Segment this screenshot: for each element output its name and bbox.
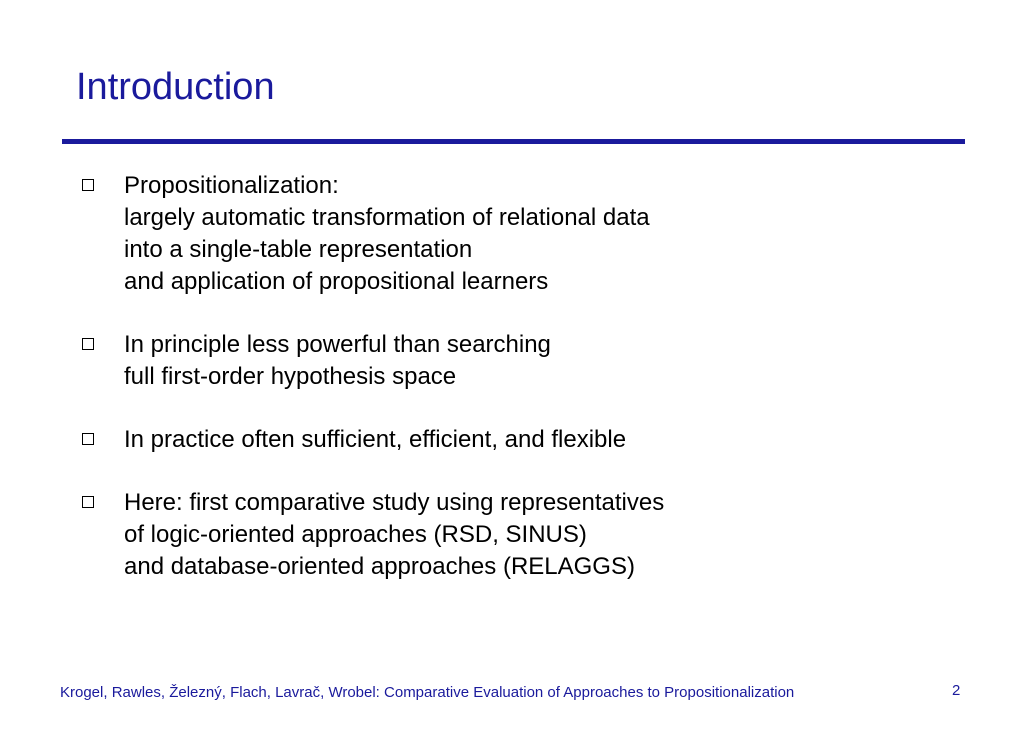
slide-footer: Krogel, Rawles, Železný, Flach, Lavrač, Wrobel: Comparative Evaluation of Approaches to Propositionalization — [60, 684, 795, 701]
bullet-item-here — [76, 487, 956, 583]
bullet-text-line: In principle less powerful than searching — [124, 331, 551, 358]
page-number: 2 — [952, 682, 961, 699]
bullet-item-in-principle — [76, 329, 956, 393]
bullet-item-propositionalization — [76, 170, 956, 298]
bullet-text-line: Propositionalization: — [124, 172, 339, 199]
bullet-text-line: into a single-table representation — [124, 236, 473, 263]
bullet-text-line: full first-order hypothesis space — [124, 363, 457, 390]
hollow-square-bullet-icon — [82, 433, 94, 445]
hollow-square-bullet-icon — [82, 338, 94, 350]
bullet-text-line: In practice often sufficient, efficient, and flexible — [124, 426, 627, 453]
bullet-text-line: and database-oriented approaches (RELAGGS) — [124, 553, 635, 580]
bullet-text-line: of logic-oriented approaches (RSD, SINUS) — [124, 521, 587, 548]
title-divider — [62, 139, 965, 144]
hollow-square-bullet-icon — [82, 179, 94, 191]
bullet-item-in-practice — [76, 424, 956, 456]
hollow-square-bullet-icon — [82, 496, 94, 508]
bullet-text-line: Here: first comparative study using representatives — [124, 489, 665, 516]
bullet-text-line: and application of propositional learners — [124, 268, 549, 295]
slide-title: Introduction — [76, 66, 275, 108]
bullet-list — [76, 170, 956, 583]
bullet-text-line: largely automatic transformation of relational data — [124, 204, 650, 231]
